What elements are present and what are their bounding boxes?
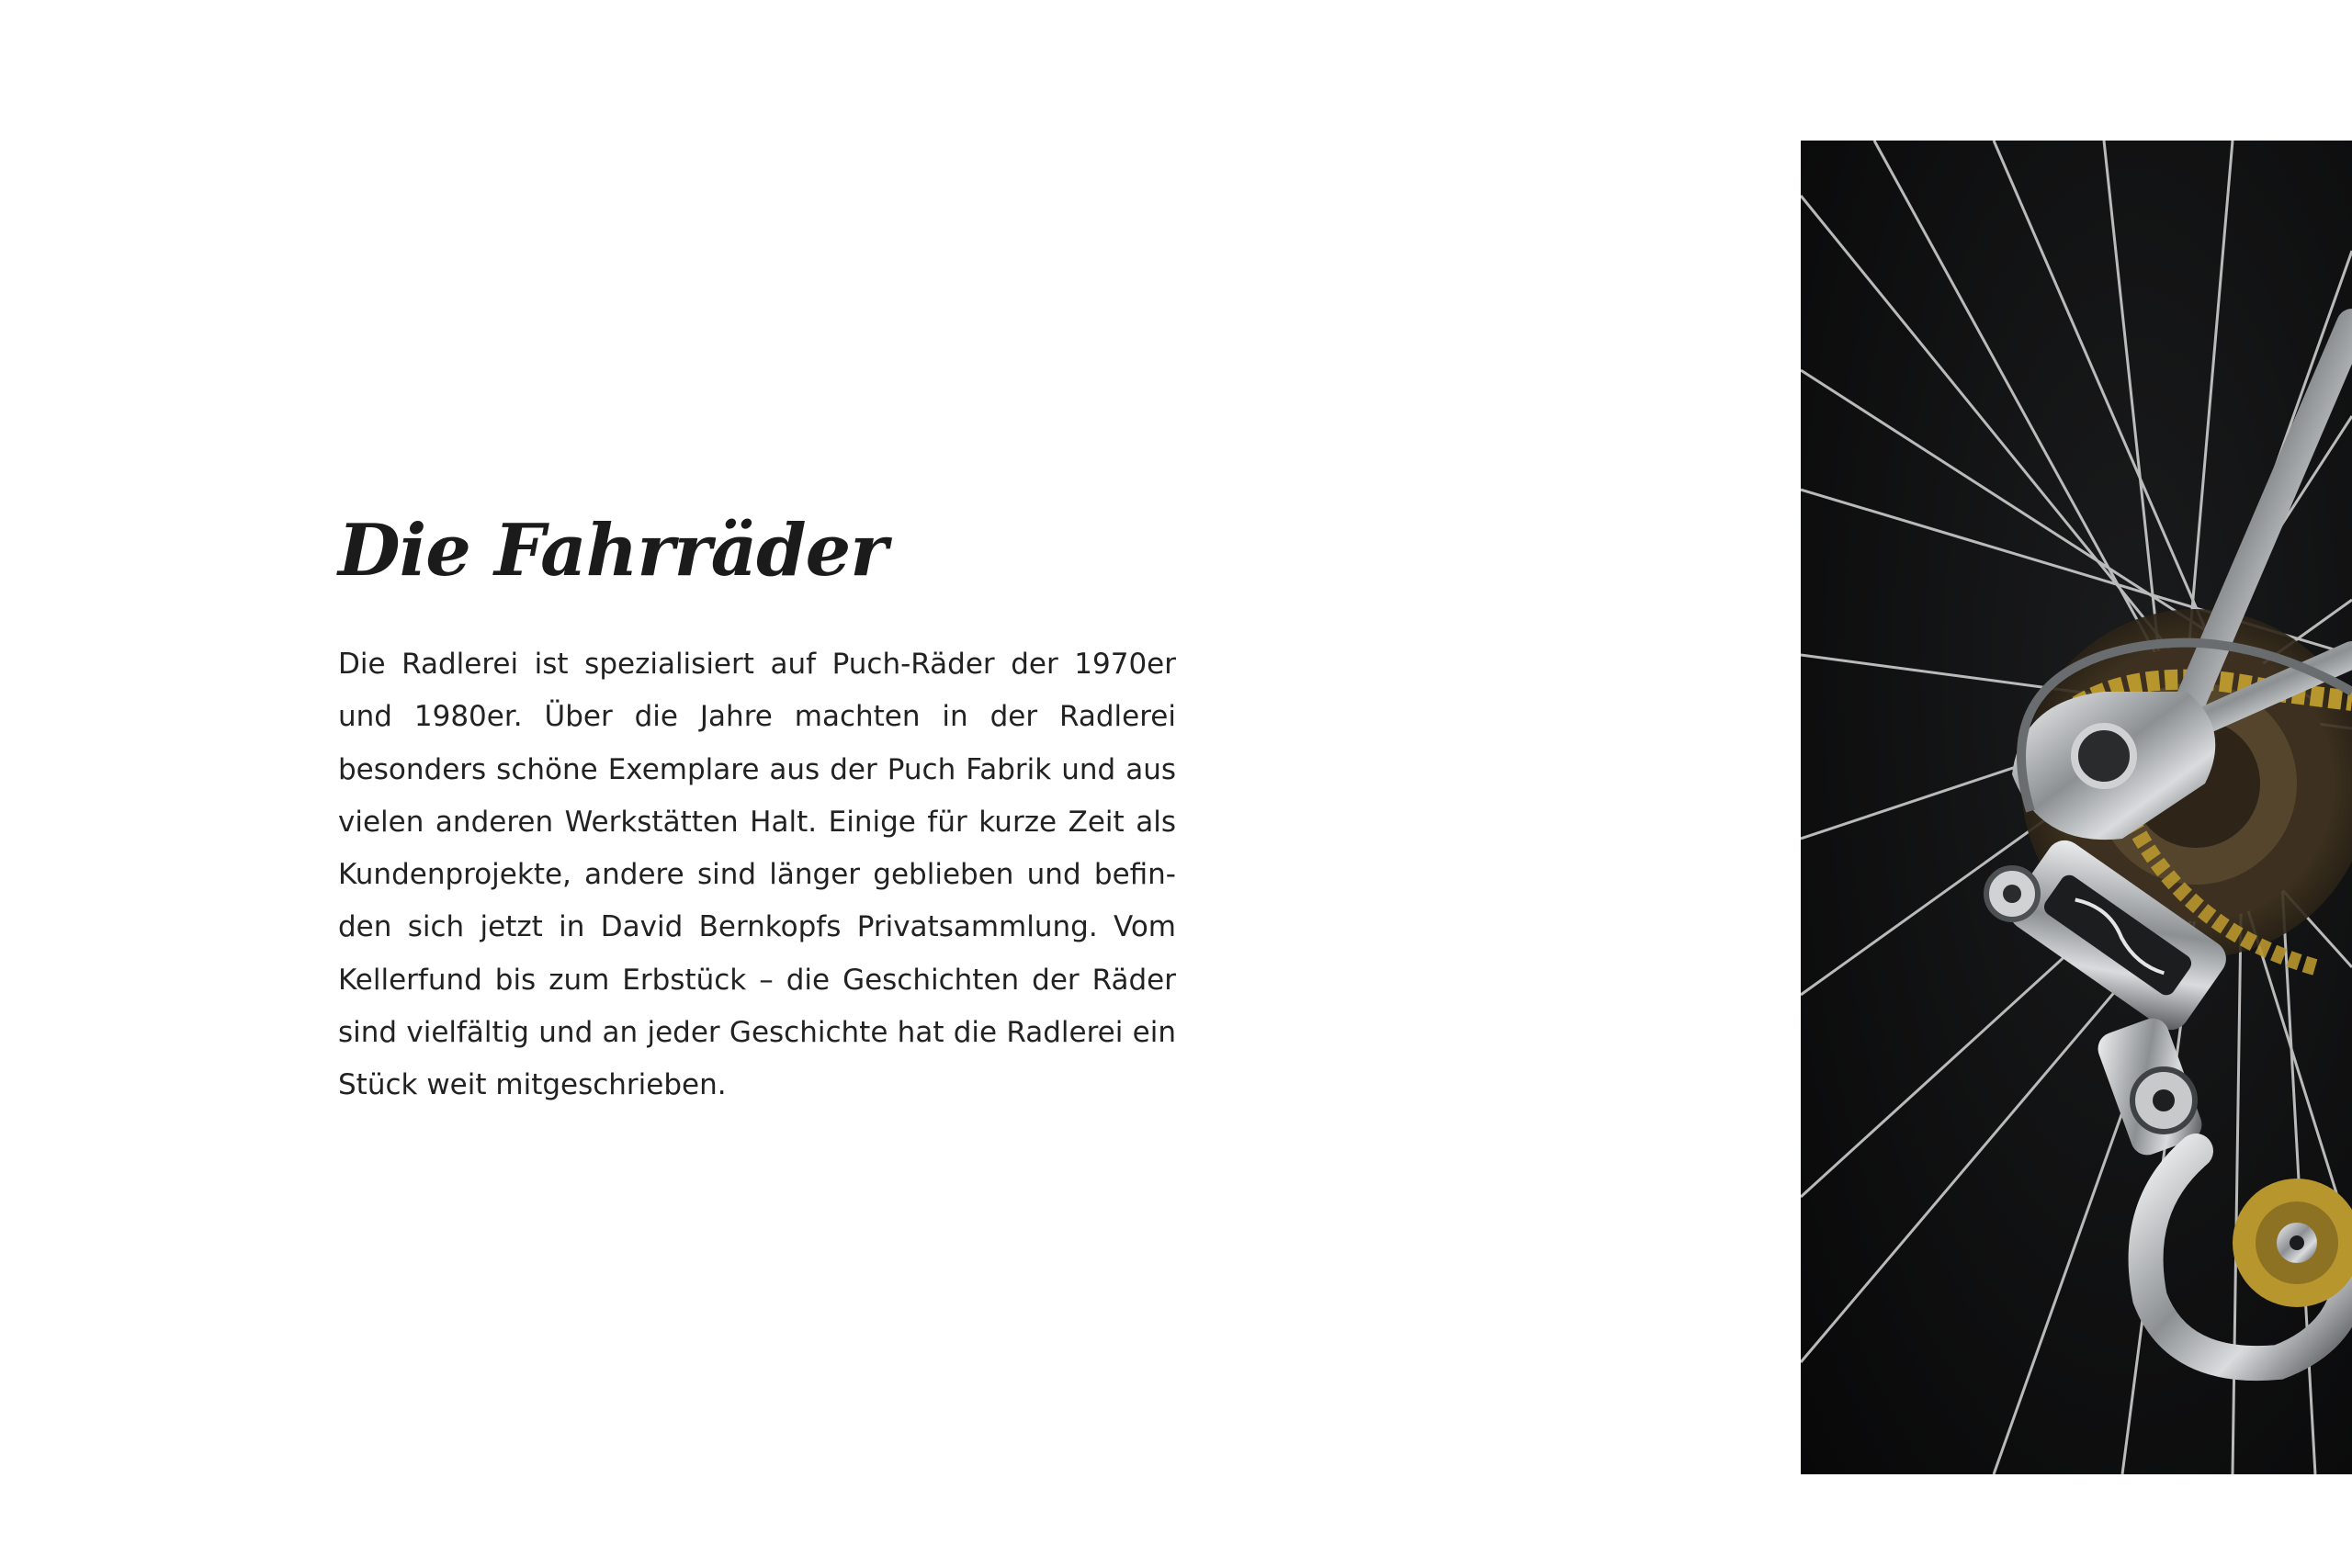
page-title: Die Fahrräder (338, 509, 888, 592)
body-paragraph: Die Radlerei ist spezialisiert auf Puch-Räder der 1970er und 1980er. Über die Jahre machten in der Radlerei besonders schöne Exemplare aus der Puch Fabrik und aus vielen anderen Werkstätten Halt. Einige für kurze Zeit als Kundenprojekte, andere sind länger geblieben und befin-den sich jetzt in David Bernkopfs Privatsammlung. Vom Kellerfund bis zum Erbstück – die Geschichten der Räder sind vielfältig und an jeder Geschichte hat die Radlerei ein Stück weit mitgeschrieben. (338, 648, 1176, 1102)
bicycle-photo (1801, 141, 2352, 1474)
text-block (338, 501, 1176, 1112)
